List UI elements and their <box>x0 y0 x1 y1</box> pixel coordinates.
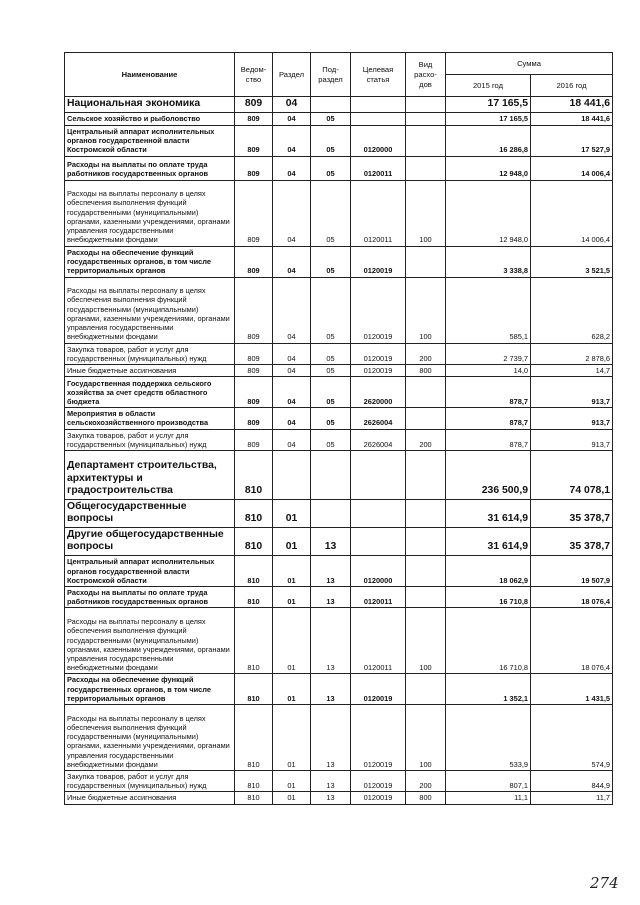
row-sum-2016: 35 378,7 <box>531 499 613 527</box>
table-row <box>65 555 613 586</box>
row-vid: 100 <box>406 277 446 343</box>
row-statya: 0120000 <box>351 125 406 156</box>
row-name: Иные бюджетные ассигнования <box>65 792 235 804</box>
row-vedomstvo: 810 <box>235 527 273 555</box>
row-sum-2016: 19 507,9 <box>531 555 613 586</box>
row-name: Другие общегосударственные вопросы <box>65 527 235 555</box>
page-number: 274 <box>590 874 619 892</box>
row-statya: 0120011 <box>351 608 406 674</box>
row-sum-2015: 878,7 <box>446 408 531 429</box>
row-podrazdel: 13 <box>311 527 351 555</box>
row-vedomstvo: 809 <box>235 408 273 429</box>
table-row <box>65 364 613 376</box>
row-razdel: 04 <box>273 156 311 180</box>
row-sum-2016: 913,7 <box>531 408 613 429</box>
row-statya: 2626004 <box>351 429 406 450</box>
row-vedomstvo: 810 <box>235 586 273 607</box>
row-razdel: 04 <box>273 97 311 113</box>
row-sum-2015: 807,1 <box>446 770 531 791</box>
row-podrazdel <box>311 97 351 113</box>
row-razdel: 04 <box>273 125 311 156</box>
row-razdel: 01 <box>273 555 311 586</box>
row-podrazdel: 05 <box>311 125 351 156</box>
row-vedomstvo: 809 <box>235 112 273 125</box>
row-name: Мероприятия в области сельскохозяйственного производства <box>65 408 235 429</box>
row-vedomstvo: 809 <box>235 125 273 156</box>
row-statya: 0120019 <box>351 364 406 376</box>
row-vid <box>406 674 446 705</box>
table-row <box>65 429 613 450</box>
row-podrazdel: 13 <box>311 674 351 705</box>
row-name: Иные бюджетные ассигнования <box>65 364 235 376</box>
header-2015: 2015 год <box>446 75 531 97</box>
row-sum-2015: 16 710,8 <box>446 586 531 607</box>
row-vedomstvo: 810 <box>235 555 273 586</box>
row-sum-2016: 913,7 <box>531 377 613 408</box>
row-podrazdel <box>311 499 351 527</box>
row-podrazdel: 05 <box>311 364 351 376</box>
table-row <box>65 112 613 125</box>
row-name: Расходы на выплаты персоналу в целях обеспечения выполнения функций государственными (муниципальными) органами, казенными учреждениями, органами управления государственными внебюджетными фондами <box>65 704 235 770</box>
row-name: Закупка товаров, работ и услуг для государственных (муниципальных) нужд <box>65 770 235 791</box>
row-statya <box>351 527 406 555</box>
header-razdel: Раздел <box>273 53 311 97</box>
row-name: Центральный аппарат исполнительных органов государственной власти Костромской области <box>65 555 235 586</box>
row-statya: 0120019 <box>351 246 406 277</box>
row-podrazdel: 13 <box>311 555 351 586</box>
row-name: Закупка товаров, работ и услуг для государственных (муниципальных) нужд <box>65 343 235 364</box>
row-name: Расходы на обеспечение функций государственных органов, в том числе территориальных органов <box>65 674 235 705</box>
row-sum-2015: 31 614,9 <box>446 527 531 555</box>
row-statya: 0120019 <box>351 770 406 791</box>
row-razdel: 01 <box>273 792 311 804</box>
row-sum-2016: 1 431,5 <box>531 674 613 705</box>
row-sum-2015: 31 614,9 <box>446 499 531 527</box>
row-name: Национальная экономика <box>65 97 235 113</box>
row-vid: 200 <box>406 429 446 450</box>
row-sum-2015: 12 948,0 <box>446 180 531 246</box>
row-podrazdel: 05 <box>311 277 351 343</box>
row-sum-2015: 585,1 <box>446 277 531 343</box>
row-vedomstvo: 809 <box>235 246 273 277</box>
row-podrazdel: 05 <box>311 377 351 408</box>
header-summa: Сумма <box>446 53 613 75</box>
row-sum-2015: 2 739,7 <box>446 343 531 364</box>
row-sum-2016: 74 078,1 <box>531 450 613 499</box>
header-statya: Целевая статья <box>351 53 406 97</box>
row-sum-2016: 11,7 <box>531 792 613 804</box>
row-sum-2015: 11,1 <box>446 792 531 804</box>
row-vedomstvo: 809 <box>235 364 273 376</box>
row-vid <box>406 156 446 180</box>
row-vid <box>406 112 446 125</box>
row-sum-2016: 18 441,6 <box>531 97 613 113</box>
row-sum-2015: 1 352,1 <box>446 674 531 705</box>
row-sum-2015: 17 165,5 <box>446 112 531 125</box>
row-vid <box>406 97 446 113</box>
table-row <box>65 277 613 343</box>
row-sum-2016: 18 441,6 <box>531 112 613 125</box>
row-vedomstvo: 809 <box>235 97 273 113</box>
row-sum-2016: 18 076,4 <box>531 608 613 674</box>
row-vid <box>406 246 446 277</box>
row-podrazdel: 05 <box>311 343 351 364</box>
row-sum-2016: 3 521,5 <box>531 246 613 277</box>
row-name: Расходы на выплаты по оплате труда работников государственных органов <box>65 586 235 607</box>
row-razdel: 04 <box>273 377 311 408</box>
row-razdel: 04 <box>273 246 311 277</box>
row-razdel: 01 <box>273 770 311 791</box>
row-statya: 0120011 <box>351 180 406 246</box>
row-sum-2015: 878,7 <box>446 377 531 408</box>
row-statya: 0120019 <box>351 704 406 770</box>
row-razdel: 01 <box>273 674 311 705</box>
row-razdel: 01 <box>273 586 311 607</box>
row-name: Расходы на выплаты персоналу в целях обеспечения выполнения функций государственными (муниципальными) органами, казенными учреждениями, органами управления государственными внебюджетными фондами <box>65 180 235 246</box>
row-sum-2015: 3 338,8 <box>446 246 531 277</box>
row-sum-2015: 17 165,5 <box>446 97 531 113</box>
row-vid <box>406 125 446 156</box>
row-statya <box>351 97 406 113</box>
row-vedomstvo: 809 <box>235 343 273 364</box>
row-statya <box>351 450 406 499</box>
row-name: Центральный аппарат исполнительных органов государственной власти Костромской области <box>65 125 235 156</box>
row-name: Расходы на выплаты персоналу в целях обеспечения выполнения функций государственными (муниципальными) органами, казенными учреждениями, органами управления государственными внебюджетными фондами <box>65 277 235 343</box>
row-sum-2015: 533,9 <box>446 704 531 770</box>
row-vedomstvo: 810 <box>235 770 273 791</box>
row-sum-2016: 2 878,6 <box>531 343 613 364</box>
header-name: Наименование <box>65 53 235 97</box>
row-podrazdel: 13 <box>311 792 351 804</box>
row-statya: 0120011 <box>351 156 406 180</box>
row-vid <box>406 555 446 586</box>
table-row <box>65 770 613 791</box>
row-sum-2016: 18 076,4 <box>531 586 613 607</box>
row-podrazdel <box>311 450 351 499</box>
row-sum-2015: 14,0 <box>446 364 531 376</box>
row-podrazdel: 13 <box>311 608 351 674</box>
row-name: Расходы на обеспечение функций государственных органов, в том числе территориальных органов <box>65 246 235 277</box>
row-statya: 2626004 <box>351 408 406 429</box>
row-vedomstvo: 809 <box>235 277 273 343</box>
row-sum-2015: 16 710,8 <box>446 608 531 674</box>
row-razdel: 04 <box>273 277 311 343</box>
header-vedomstvo: Ведом-ство <box>235 53 273 97</box>
row-vedomstvo: 809 <box>235 429 273 450</box>
row-sum-2015: 18 062,9 <box>446 555 531 586</box>
table-row <box>65 704 613 770</box>
table-row <box>65 499 613 527</box>
table-row <box>65 450 613 499</box>
row-name: Расходы на выплаты по оплате труда работников государственных органов <box>65 156 235 180</box>
table-row <box>65 125 613 156</box>
row-podrazdel: 13 <box>311 586 351 607</box>
row-vid: 100 <box>406 608 446 674</box>
row-razdel: 01 <box>273 608 311 674</box>
row-sum-2016: 844,9 <box>531 770 613 791</box>
row-vedomstvo: 810 <box>235 704 273 770</box>
row-vid: 800 <box>406 364 446 376</box>
table-row <box>65 608 613 674</box>
row-sum-2016: 574,9 <box>531 704 613 770</box>
header-vid: Вид расхо-дов <box>406 53 446 97</box>
row-podrazdel: 05 <box>311 429 351 450</box>
row-razdel: 04 <box>273 408 311 429</box>
row-podrazdel: 13 <box>311 704 351 770</box>
row-razdel: 01 <box>273 704 311 770</box>
row-statya <box>351 499 406 527</box>
row-sum-2016: 628,2 <box>531 277 613 343</box>
row-razdel: 01 <box>273 527 311 555</box>
row-sum-2016: 35 378,7 <box>531 527 613 555</box>
table-row <box>65 97 613 113</box>
table-row <box>65 343 613 364</box>
row-sum-2016: 17 527,9 <box>531 125 613 156</box>
row-sum-2016: 913,7 <box>531 429 613 450</box>
table-row <box>65 674 613 705</box>
row-razdel: 04 <box>273 112 311 125</box>
row-vid <box>406 586 446 607</box>
header-podrazdel: Под-раздел <box>311 53 351 97</box>
row-vid: 200 <box>406 770 446 791</box>
row-sum-2016: 14 006,4 <box>531 156 613 180</box>
row-vid: 100 <box>406 180 446 246</box>
row-vedomstvo: 810 <box>235 608 273 674</box>
row-name: Департамент строительства, архитектуры и градостроительства <box>65 450 235 499</box>
table-row <box>65 527 613 555</box>
row-sum-2015: 16 286,8 <box>446 125 531 156</box>
row-name: Общегосударственные вопросы <box>65 499 235 527</box>
row-razdel: 01 <box>273 499 311 527</box>
row-vedomstvo: 810 <box>235 792 273 804</box>
row-statya: 0120000 <box>351 555 406 586</box>
row-name: Закупка товаров, работ и услуг для государственных (муниципальных) нужд <box>65 429 235 450</box>
row-name: Расходы на выплаты персоналу в целях обеспечения выполнения функций государственными (муниципальными) органами, казенными учреждениями, органами управления государственными внебюджетными фондами <box>65 608 235 674</box>
row-razdel: 04 <box>273 429 311 450</box>
budget-table <box>64 52 613 805</box>
row-vid <box>406 450 446 499</box>
row-vid: 800 <box>406 792 446 804</box>
table-row <box>65 156 613 180</box>
row-name: Государственная поддержка сельского хозяйства за счет средств областного бюджета <box>65 377 235 408</box>
row-name: Сельское хозяйство и рыболовство <box>65 112 235 125</box>
table-row <box>65 408 613 429</box>
table-row <box>65 246 613 277</box>
row-statya <box>351 112 406 125</box>
row-podrazdel: 13 <box>311 770 351 791</box>
row-vid <box>406 377 446 408</box>
row-statya: 2620000 <box>351 377 406 408</box>
row-podrazdel: 05 <box>311 112 351 125</box>
row-vedomstvo: 809 <box>235 180 273 246</box>
header-2016: 2016 год <box>531 75 613 97</box>
row-razdel: 04 <box>273 180 311 246</box>
row-vid: 100 <box>406 704 446 770</box>
row-razdel <box>273 450 311 499</box>
table-row <box>65 377 613 408</box>
table-row <box>65 180 613 246</box>
row-vedomstvo: 809 <box>235 156 273 180</box>
table-row <box>65 792 613 804</box>
row-razdel: 04 <box>273 343 311 364</box>
row-vid <box>406 499 446 527</box>
row-vedomstvo: 810 <box>235 499 273 527</box>
row-sum-2016: 14 006,4 <box>531 180 613 246</box>
row-statya: 0120019 <box>351 792 406 804</box>
row-podrazdel: 05 <box>311 246 351 277</box>
row-vedomstvo: 810 <box>235 674 273 705</box>
row-statya: 0120011 <box>351 586 406 607</box>
row-vid <box>406 527 446 555</box>
row-vedomstvo: 810 <box>235 450 273 499</box>
row-statya: 0120019 <box>351 674 406 705</box>
row-statya: 0120019 <box>351 277 406 343</box>
row-vedomstvo: 809 <box>235 377 273 408</box>
row-podrazdel: 05 <box>311 180 351 246</box>
row-sum-2015: 236 500,9 <box>446 450 531 499</box>
row-sum-2015: 12 948,0 <box>446 156 531 180</box>
row-statya: 0120019 <box>351 343 406 364</box>
row-vid <box>406 408 446 429</box>
row-sum-2015: 878,7 <box>446 429 531 450</box>
table-row <box>65 586 613 607</box>
row-razdel: 04 <box>273 364 311 376</box>
row-podrazdel: 05 <box>311 156 351 180</box>
row-podrazdel: 05 <box>311 408 351 429</box>
row-sum-2016: 14,7 <box>531 364 613 376</box>
row-vid: 200 <box>406 343 446 364</box>
